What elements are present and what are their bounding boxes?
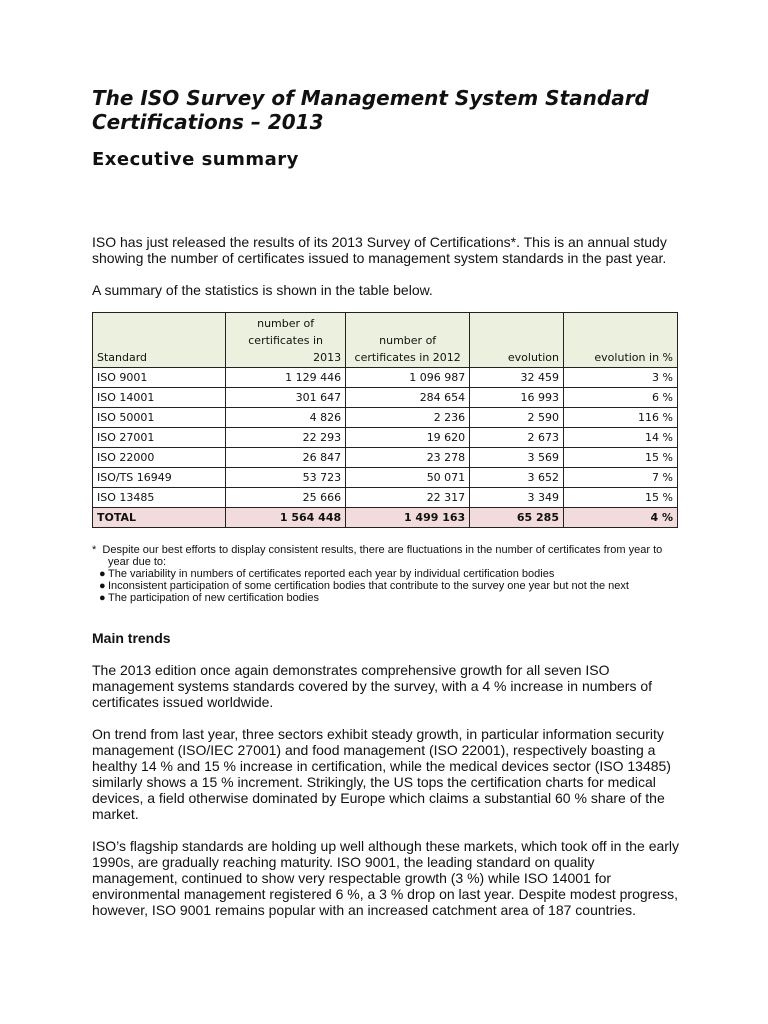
table-row [93,488,678,508]
cell-total-label: TOTAL [93,508,226,528]
cell-certificates-2013: 25 666 [226,488,346,508]
document-subtitle: Executive summary [92,149,299,170]
bullet-icon: ● [99,580,106,592]
cell-certificates-2013: 1 129 446 [226,368,346,388]
cell-total-evolution: 65 285 [470,508,564,528]
cell-certificates-2012: 22 317 [346,488,470,508]
cell-certificates-2012: 1 096 987 [346,368,470,388]
cell-standard: ISO 27001 [93,428,226,448]
footnote-marker: * [92,544,97,556]
footnote-item-text: The variability in numbers of certificates reported each year by individual certification bodies [108,568,555,580]
cell-standard: ISO 14001 [93,388,226,408]
main-trends-paragraph-3: ISO’s flagship standards are holding up well although these markets, which took off in the early 1990s, are gradually reaching maturity. ISO 9001, the leading standard on quality management, continued to show very respectable growth (3 %) while ISO 14001 for environmental management registered 6 %, a 3 % drop on last year. Despite modest progress, however, ISO 9001 remains popular with an increased catchment area of 187 countries. [92,838,680,918]
bullet-icon: ● [99,592,106,604]
table-row [93,468,678,488]
header-certificates-2012 [346,313,470,368]
cell-evolution-percent: 6 % [563,388,677,408]
cell-evolution: 3 569 [470,448,564,468]
table-total-row [93,508,678,528]
cell-certificates-2013: 53 723 [226,468,346,488]
cell-standard: ISO 13485 [93,488,226,508]
cell-evolution: 3 652 [470,468,564,488]
cell-evolution-percent: 15 % [563,488,677,508]
footnote-item-text: The participation of new certification bodies [108,592,319,604]
document-title: The ISO Survey of Management System Standard Certifications – 2013 [92,86,649,134]
cell-standard: ISO 9001 [93,368,226,388]
list-item [92,568,682,580]
cell-evolution-percent: 15 % [563,448,677,468]
cell-evolution: 16 993 [470,388,564,408]
cell-evolution-percent: 3 % [563,368,677,388]
cell-standard: ISO 50001 [93,408,226,428]
main-trends-heading: Main trends [92,630,171,646]
header-evolution-percent: evolution in % [563,313,677,368]
footnote [92,544,682,604]
main-trends-paragraph-2: On trend from last year, three sectors exhibit steady growth, in particular information security management (ISO/IEC 27001) and food management (ISO 22001), respectively boasting a healthy 14 % and 15 % increase in certification, while the medical devices sector (ISO 13485) similarly shows a 15 % increment. Strikingly, the US tops the certification charts for medical devices, a field otherwise dominated by Europe which claims a substantial 60 % share of the market. [92,726,671,822]
table-header-row [93,313,678,368]
header-2013-line1: number of [257,317,315,330]
table-row [93,428,678,448]
header-certificates-2013 [226,313,346,368]
list-item [92,592,682,604]
header-evolution: evolution [470,313,564,368]
cell-certificates-2012: 23 278 [346,448,470,468]
table-row [93,368,678,388]
document-page [92,86,682,918]
footnote-body: Despite our best efforts to display consistent results, there are fluctuations in the number of certificates from year to year due to: [102,544,663,568]
cell-certificates-2012: 19 620 [346,428,470,448]
header-2012-line1: number of [379,334,437,347]
cell-certificates-2013: 301 647 [226,388,346,408]
cell-total-2013: 1 564 448 [226,508,346,528]
statistics-table [92,312,678,528]
cell-certificates-2012: 284 654 [346,388,470,408]
list-item [92,580,682,592]
footnote-item-text: Inconsistent participation of some certification bodies that contribute to the survey one year but not the next [108,580,629,592]
header-standard: Standard [93,313,226,368]
cell-certificates-2012: 50 071 [346,468,470,488]
bullet-icon: ● [99,568,106,580]
table-intro-paragraph: A summary of the statistics is shown in the table below. [92,282,433,298]
cell-evolution-percent: 7 % [563,468,677,488]
cell-certificates-2013: 4 826 [226,408,346,428]
table-row [93,448,678,468]
cell-evolution: 2 590 [470,408,564,428]
cell-evolution-percent: 14 % [563,428,677,448]
cell-standard: ISO 22000 [93,448,226,468]
cell-certificates-2013: 22 293 [226,428,346,448]
intro-paragraph: ISO has just released the results of its 2013 Survey of Certifications*. This is an annual study showing the number of certificates issued to management system standards in the past year. [92,234,667,266]
cell-certificates-2013: 26 847 [226,448,346,468]
footnote-text [92,544,682,568]
cell-evolution-percent: 116 % [563,408,677,428]
footnote-list [92,568,682,604]
cell-certificates-2012: 2 236 [346,408,470,428]
cell-evolution: 2 673 [470,428,564,448]
main-trends-paragraph-1: The 2013 edition once again demonstrates comprehensive growth for all seven ISO management systems standards covered by the survey, with a 4 % increase in numbers of certificates issued worldwide. [92,662,653,710]
cell-evolution: 32 459 [470,368,564,388]
table-row [93,408,678,428]
header-2013-line2: certificates in [248,334,324,347]
header-2012-line2: certificates in 2012 [354,351,461,364]
cell-standard: ISO/TS 16949 [93,468,226,488]
cell-evolution: 3 349 [470,488,564,508]
cell-total-evolution-percent: 4 % [563,508,677,528]
table-row [93,388,678,408]
cell-total-2012: 1 499 163 [346,508,470,528]
header-2013-line3: 2013 [313,351,342,364]
